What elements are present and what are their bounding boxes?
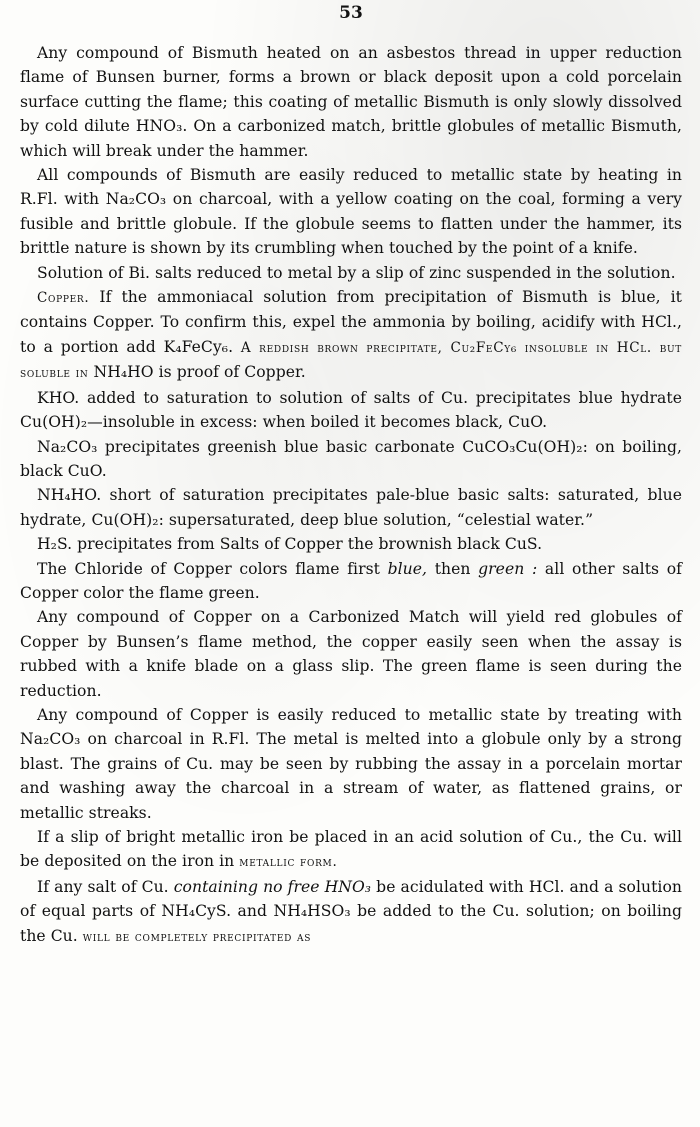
text-run: NH₄HO is proof of Copper. bbox=[88, 363, 306, 382]
italic-text: containing no free HNO₃ bbox=[173, 877, 372, 896]
paragraph bbox=[20, 41, 682, 163]
paragraph bbox=[20, 825, 682, 875]
text-run: Solution of Bi. salts reduced to metal by a slip of zinc suspended in the solution. bbox=[37, 263, 676, 282]
text-run: then bbox=[427, 559, 479, 578]
text-run: If any salt of Cu. bbox=[37, 877, 174, 896]
text-run: KHO. added to saturation to solution of salts of Cu. precipitates blue hydrate Cu(OH)₂—insoluble in excess: when boiled it becomes black, CuO. bbox=[20, 388, 682, 432]
text-run: NH₄HO. short of saturation precipitates pale-blue basic salts: saturated, blue hydrate, Cu(OH)₂: supersaturated, deep blue solution, “celestial water.” bbox=[20, 486, 682, 529]
small-caps-text: A reddish brown precipitate, Cu₂FeCy₆ insoluble in HCl. but soluble in bbox=[20, 339, 682, 382]
small-caps-text: metallic form. bbox=[239, 854, 338, 871]
paragraph bbox=[20, 532, 682, 556]
text-run: Any compound of Copper is easily reduced to metallic state by treating with Na₂CO₃ on charcoal in R.Fl. The metal is melted into a globule only by a strong blast. The grains of Cu. may be seen by rubbing the assay in a porcelain mortar and washing away the charcoal in a stream of water, as flattened grains, or metallic streaks. bbox=[20, 705, 682, 822]
italic-text: green : bbox=[478, 559, 538, 578]
text-run: All compounds of Bismuth are easily reduced to metallic state by heating in R.Fl. with Na₂CO₃ on charcoal, with a yellow coating on the coal, forming a very fusible and brittle globule. If the globule seems to flatten under the hammer, its brittle nature is shown by its crumbling when touched by the point of a knife. bbox=[20, 166, 682, 258]
text-run: Any compound of Copper on a Carbonized Match will yield red globules of Copper by Bunsen’s flame method, the copper easily seen when the assay is rubbed with a knife blade on a glass slip. The green flame is seen during the reduction. bbox=[20, 608, 682, 700]
paragraph bbox=[20, 483, 682, 532]
text-run: all other salts of Copper color the flame green. bbox=[20, 559, 682, 602]
paragraph bbox=[20, 875, 682, 949]
paragraph bbox=[20, 386, 682, 435]
text-run: be acidulated with HCl. and a solution of equal parts of NH₄CyS. and NH₄HSO₃ be added to the Cu. solution; on boiling the Cu. bbox=[20, 877, 683, 945]
small-caps-text: will be completely precipitated as bbox=[82, 928, 312, 945]
paragraph bbox=[20, 163, 682, 261]
text-run: H₂S. precipitates from Salts of Copper the brownish black CuS. bbox=[37, 535, 543, 554]
paragraph bbox=[20, 703, 682, 825]
text-run: If the ammoniacal solution from precipitation of Bismuth is blue, it contains Copper. To confirm this, expel the ammonia by boiling, acidify with HCl., to a portion add K₄FeCy₆. bbox=[20, 288, 682, 356]
text-run: If a slip of bright metallic iron be placed in an acid solution of Cu., the Cu. will be deposited on the iron in bbox=[20, 828, 682, 871]
paragraph bbox=[20, 435, 682, 484]
small-caps-text: Copper. bbox=[37, 290, 90, 307]
paragraph bbox=[20, 261, 682, 285]
paragraph bbox=[20, 605, 682, 703]
body-text bbox=[20, 41, 682, 949]
text-run: The Chloride of Copper colors flame first bbox=[37, 559, 388, 578]
paragraph bbox=[20, 557, 682, 606]
italic-text: blue, bbox=[387, 559, 428, 578]
text-run: Any compound of Bismuth heated on an asbestos thread in upper reduction flame of Bunsen burner, forms a brown or black deposit upon a cold porcelain surface cutting the flame; this coating of metallic Bismuth is only slowly dissolved by cold dilute HNO₃. On a carbonized match, brittle globules of metallic Bismuth, which will break under the hammer. bbox=[20, 44, 682, 160]
paragraph bbox=[20, 285, 682, 386]
page-number: 53 bbox=[339, 3, 363, 23]
text-run: Na₂CO₃ precipitates greenish blue basic carbonate CuCO₃Cu(OH)₂: on boiling, black CuO. bbox=[20, 437, 682, 480]
